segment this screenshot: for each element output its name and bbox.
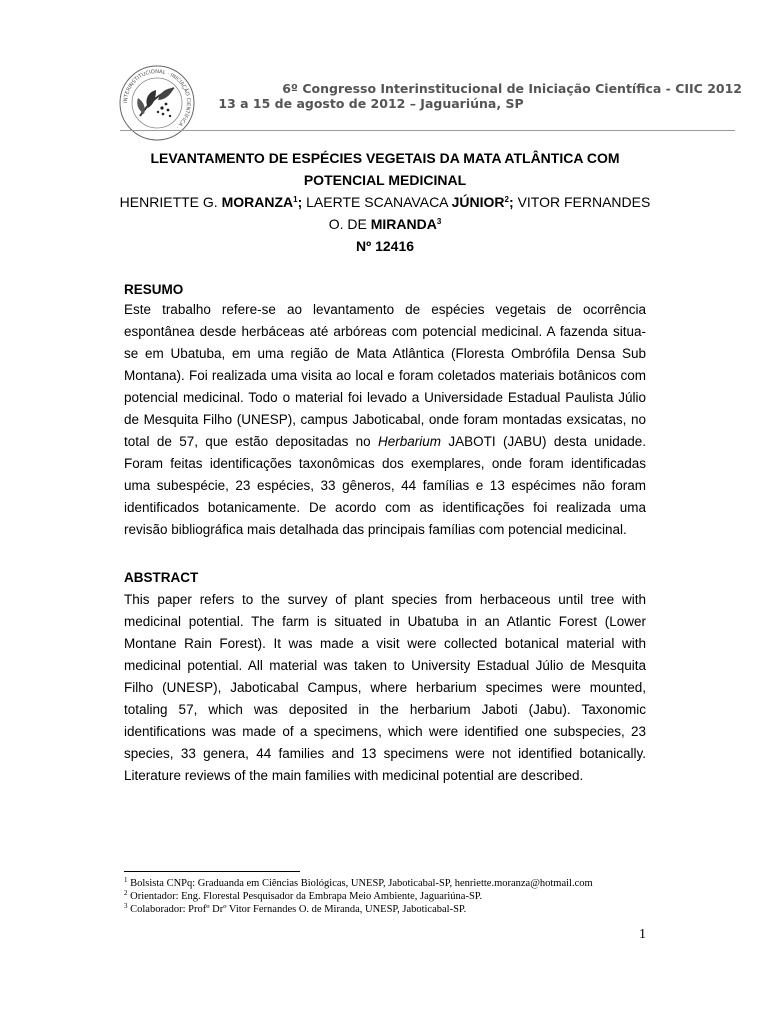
resumo-line: Foram feitas identificações taxonômicas dos exemplares, onde foram identificadas [124,456,646,471]
resumo-line [124,431,646,453]
authors-line-2 [110,214,660,234]
header-congress-date: 13 a 15 de agosto de 2012 – Jaguariúna, SP [218,96,524,111]
resumo-line: identificados botanicamente. De acordo com as identificações foi realizada uma [124,500,646,515]
abstract-line: This paper refers to the survey of plant species from herbaceous until tree with [124,592,646,607]
page-number: 1 [639,927,646,942]
author-3-given-cont: O. DE [328,216,371,232]
abstract-line: totaling 57, which was deposited in the herbarium Jaboti (Jabu). Taxonomic [124,702,646,717]
author-2-given: LAERTE SCANAVACA [306,194,452,210]
resumo-line: Este trabalho refere-se ao levantamento de espécies vegetais de ocorrência [124,302,646,317]
abstract-line: Montane Rain Forest). It was made a visit were collected botanical material with [124,636,646,651]
abstract-line: species, 33 genera, 44 families and 13 specimens were not identified botanically. [124,746,646,761]
resumo-line-7-end: JABOTI (JABU) desta unidade. [441,434,646,449]
footnote-1-mark: 1 [124,876,128,884]
author-separator: ; [297,194,307,210]
abstract-line: medicinal potential. All material was taken to University Estadual Júlio de Mesquita [124,658,646,673]
header-congress-title: 6º Congresso Interinstitucional de Iniciação Científica - CIIC 2012 [282,81,742,96]
footnote-2 [124,890,482,903]
abstract-paragraph [124,589,646,787]
abstract-line: medicinal potential. The farm is situated in Ubatuba in an Atlantic Forest (Lower [124,614,646,629]
author-2-surname: JÚNIOR [451,194,505,210]
footnote-2-text: Orientador: Eng. Florestal Pesquisador da Embrapa Meio Ambiente, Jaguariúna-SP. [127,891,483,902]
author-2-footnote-mark: 2 [504,195,509,204]
resumo-line: de Mesquita Filho (UNESP), campus Jaboticabal, onde foram montadas exsicatas, no [124,412,646,427]
resumo-paragraph [124,299,646,541]
abstract-heading: ABSTRACT [124,570,199,585]
author-3-given: VITOR FERNANDES [517,194,651,210]
paper-title-line-2: POTENCIAL MEDICINAL [303,172,467,188]
resumo-heading: RESUMO [124,282,184,297]
logo-ring-text: INTERINSTITUCIONAL · INICIAÇÃO CIENTÍFICA · [122,68,192,130]
footnote-2-mark: 2 [124,889,128,897]
footnote-1 [124,877,593,890]
author-1-surname: MORANZA [221,194,294,210]
herbarium-italic: Herbarium [378,434,442,449]
footnote-3-text: Colaborador: Profº Drº Vitor Fernandes O. de Miranda, UNESP, Jaboticabal-SP. [127,904,467,915]
paper-title-line-1: LEVANTAMENTO DE ESPÉCIES VEGETAIS DA MATA ATLÂNTICA COM [150,150,620,166]
authors-line-1 [110,192,660,212]
author-separator: ; [509,194,518,210]
resumo-line: potencial medicinal. Todo o material foi levado a Universidade Estadual Paulista Júlio [124,390,646,405]
footnote-divider [124,871,300,872]
resumo-line: espontânea desde herbáceas até arbóreas com potencial medicinal. A fazenda situa- [124,324,646,339]
resumo-line: Montana). Foi realizada uma visita ao local e foram coletados materiais botânicos com [124,368,646,383]
footnote-3 [124,903,466,916]
footnote-1-text: Bolsista CNPq: Graduanda em Ciências Biológicas, UNESP, Jaboticabal-SP, henriette.moranza@hotmail.com [127,878,593,889]
resumo-line-7-start: total de 57, que estão depositadas no [124,434,379,449]
footnote-3-mark: 3 [124,902,128,910]
abstract-line: identifications was made of a specimens, which were identified one subspecies, 23 [124,724,646,739]
abstract-line: Filho (UNESP), Jaboticabal Campus, where herbarium specimes were mounted, [124,680,646,695]
abstract-line: Literature reviews of the main families with medicinal potential are described. [124,768,584,783]
author-1-footnote-mark: 1 [293,195,298,204]
author-1-given: HENRIETTE G. [119,194,222,210]
header-divider [120,130,735,131]
paper-number: Nº 12416 [355,238,415,254]
author-3-footnote-mark: 3 [436,217,442,226]
resumo-line: revisão bibliográfica mais detalhada das principais famílias com potencial medicinal. [124,522,627,537]
author-3-surname: MIRANDA [370,216,437,232]
resumo-line: uma subespécie, 23 espécies, 33 gêneros, 44 famílias e 13 espécimes não foram [124,478,646,493]
resumo-line: se em Ubatuba, em uma região de Mata Atlântica (Floresta Ombrófila Densa Sub [124,346,646,361]
